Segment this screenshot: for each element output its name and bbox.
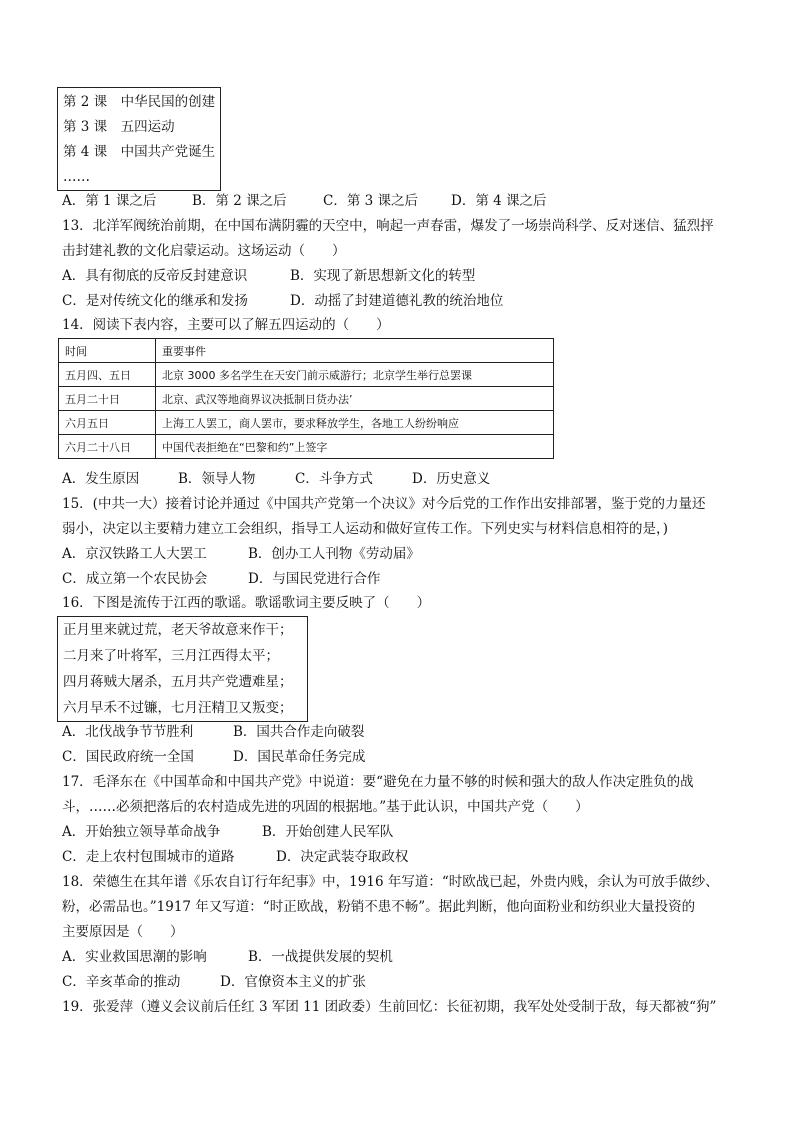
- q14-events-table: [58, 338, 554, 459]
- q17-stem: 17．毛泽东在《中国革命和中国共产党》中说道：要“避免在力量不够的时候和强大的敌人作决定胜负的战: [62, 774, 694, 790]
- q12-lesson-box: [57, 87, 221, 191]
- q16-option-a[interactable]: A．北伐战争节节胜利: [62, 724, 194, 740]
- q18-option-c[interactable]: C．辛亥革命的推动: [62, 974, 181, 990]
- table-cell-time: 五月四、五日: [59, 363, 156, 387]
- q15-option-c[interactable]: C．成立第一个农民协会: [62, 571, 208, 587]
- q15-stem: 弱小，决定以主要精力建立工会组织，指导工人运动和做好宣传工作。下列史实与材料信息相符的是，): [62, 521, 669, 537]
- q16-option-b[interactable]: B．国共合作走向破裂: [233, 724, 365, 740]
- table-row: [59, 435, 554, 459]
- table-cell-event: 北京 3000 多名学生在天安门前示威游行；北京学生举行总罢课: [156, 363, 554, 387]
- q12-box-line: ……: [63, 169, 90, 185]
- q13-option-d[interactable]: D．动摇了封建道德礼教的统治地位: [290, 293, 504, 309]
- q14-stem: 14．阅读下表内容，主要可以了解五四运动的（ ）: [62, 317, 390, 333]
- table-row: [59, 363, 554, 387]
- table-cell-time: 五月二十日: [59, 387, 156, 411]
- q16-song-line: 四月蒋贼大屠杀，五月共产党遭难星；: [63, 674, 293, 690]
- q16-song-line: 二月来了叶将军，三月江西得太平；: [63, 648, 279, 664]
- table-header-row: [59, 339, 554, 363]
- q16-song-line: 正月里来就过荒，老天爷故意来作干；: [63, 622, 293, 638]
- q14-option-a[interactable]: A．发生原因: [62, 471, 140, 487]
- q17-stem: 斗，……必须把落后的农村造成先进的巩固的根据地。”基于此认识，中国共产党（ ）: [62, 799, 589, 815]
- q13-option-a[interactable]: A．具有彻底的反帝反封建意识: [62, 268, 248, 284]
- table-cell-event: 上海工人罢工，商人罢市，要求释放学生，各地工人纷纷响应: [156, 411, 554, 435]
- q17-option-c[interactable]: C．走上农村包围城市的道路: [62, 849, 235, 865]
- q14-option-d[interactable]: D．历史意义: [412, 471, 491, 487]
- q16-song-line: 六月早禾不过镰，七月汪精卫又叛变；: [63, 700, 293, 716]
- q18-stem: 18．荣德生在其年谱《乐农自订行年纪事》中，1916 年写道：“时欧战已起，外贵内贱，余认为可放手做纱、: [62, 874, 719, 890]
- q15-option-a[interactable]: A．京汉铁路工人大罢工: [62, 546, 207, 562]
- q18-option-b[interactable]: B．一战提供发展的契机: [248, 949, 393, 965]
- q16-stem: 16．下图是流传于江西的歌谣。歌谣歌词主要反映了（ ）: [62, 595, 431, 611]
- q13-option-c[interactable]: C．是对传统文化的继承和发扬: [62, 293, 248, 309]
- q16-song-box: [57, 616, 308, 722]
- q17-option-d[interactable]: D．决定武装夺取政权: [276, 849, 409, 865]
- q17-option-a[interactable]: A．开始独立领导革命战争: [62, 824, 221, 840]
- table-cell-event: 北京、武汉等地商界议决抵制日货办法’: [156, 387, 554, 411]
- q12-box-line: 第 3 课 五四运动: [63, 119, 175, 135]
- q13-stem: 击封建礼教的文化启蒙运动。这场运动（ ）: [62, 243, 346, 259]
- q18-stem: 主要原因是（ ）: [62, 924, 184, 940]
- table-cell-time: 六月五日: [59, 411, 156, 435]
- q15-option-d[interactable]: D．与国民党进行合作: [248, 571, 381, 587]
- q15-option-b[interactable]: B．创办工人刊物《劳动届》: [248, 546, 420, 562]
- q13-stem: 13．北洋军阀统治前期，在中国布满阴霾的天空中，响起一声春雷，爆发了一场崇尚科学、反对迷信、猛烈抨: [62, 218, 714, 234]
- q19-stem: 19．张爱萍（遵义会议前后任红 3 军团 11 团政委）生前回忆：长征初期，我军处处受制于敌，每天都被“狗”: [62, 999, 717, 1015]
- q12-option-b[interactable]: B．第 2 课之后: [192, 193, 287, 209]
- table-row: [59, 387, 554, 411]
- q18-stem: 粉，必需品也。”1917 年又写道：“时正欧战，粉销不患不畅”。据此判断，他向面粉业和纺织业大量投资的: [62, 899, 696, 915]
- q15-stem: 15．(中共一大）接着讨论并通过《中国共产党第一个决议》对今后党的工作作出安排部署，鉴于党的力量还: [62, 496, 706, 512]
- table-header-time: 时间: [59, 339, 156, 363]
- table-row: [59, 411, 554, 435]
- q13-option-b[interactable]: B．实现了新思想新文化的转型: [290, 268, 476, 284]
- q14-option-c[interactable]: C．斗争方式: [295, 471, 373, 487]
- q16-option-d[interactable]: D．国民革命任务完成: [233, 749, 366, 765]
- table-header-event: 重要事件: [156, 339, 554, 363]
- q12-option-c[interactable]: C．第 3 课之后: [323, 193, 419, 209]
- table-cell-time: 六月二十八日: [59, 435, 156, 459]
- q18-option-d[interactable]: D．官僚资本主义的扩张: [220, 974, 366, 990]
- q12-option-a[interactable]: A．第 1 课之后: [62, 193, 157, 209]
- table-cell-event: 中国代表拒绝在“巴黎和约”上签字: [156, 435, 554, 459]
- q17-option-b[interactable]: B．开始创建人民军队: [262, 824, 394, 840]
- q12-box-line: 第 2 课 中华民国的创建: [63, 94, 216, 110]
- q12-box-line: 第 4 课 中国共产党诞生: [63, 144, 216, 160]
- q16-option-c[interactable]: C．国民政府统一全国: [62, 749, 194, 765]
- q14-option-b[interactable]: B．领导人物: [178, 471, 256, 487]
- q12-option-d[interactable]: D．第 4 课之后: [451, 193, 547, 209]
- q18-option-a[interactable]: A．实业救国思潮的影响: [62, 949, 207, 965]
